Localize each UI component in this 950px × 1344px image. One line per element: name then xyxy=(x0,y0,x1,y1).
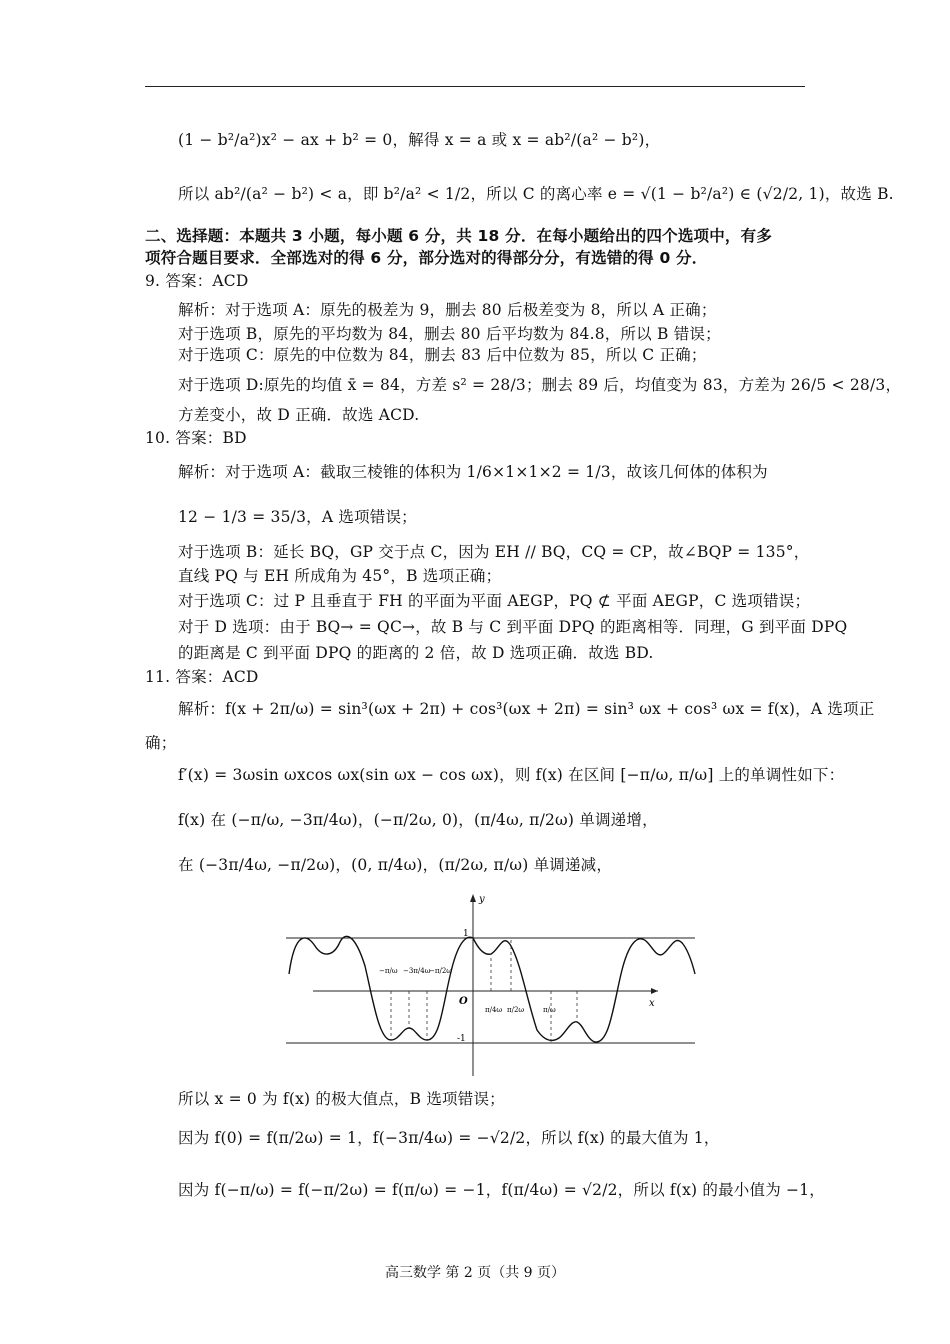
q11-line: 确； xyxy=(145,734,177,752)
function-curve xyxy=(289,936,695,1042)
tick-neg-one-label: -1 xyxy=(457,1034,466,1044)
section-heading-line-2: 项符合题目要求．全部选对的得 6 分，部分选对的得部分分，有选错的得 0 分． xyxy=(145,249,708,267)
q10-line: 12 − 1/3 = 35/3，A 选项错误； xyxy=(178,508,417,526)
neg-tick-label: −π/ω xyxy=(379,967,398,975)
header-rule xyxy=(145,86,805,87)
q10-line: 对于 D 选项：由于 BQ→ = QC→，故 B 与 C 到平面 DPQ 的距离相等．同理，G 到平面 DPQ xyxy=(178,618,848,636)
q11-line: 解析：f(x + 2π/ω) = sin³(ωx + 2π) + cos³(ωx + 2π) = sin³ ωx + cos³ ωx = f(x)，A 选项正 xyxy=(178,700,875,718)
page-footer: 高三数学 第 2 页（共 9 页） xyxy=(384,1265,566,1281)
q10-line: 解析：对于选项 A：截取三棱锥的体积为 1/6×1×1×2 = 1/3，故该几何体的体积为 xyxy=(178,463,768,481)
pos-tick-label: π/2ω xyxy=(507,1006,525,1014)
q11-line: f′(x) = 3ωsin ωxcos ωx(sin ωx − cos ωx)，则 f(x) 在区间 [−π/ω, π/ω] 上的单调性如下： xyxy=(178,766,845,784)
neg-tick-label: −3π/4ω xyxy=(403,967,431,975)
q11-line: 因为 f(0) = f(π/2ω) = 1，f(−3π/4ω) = −√2/2，所以 f(x) 的最大值为 1， xyxy=(178,1129,720,1147)
q10-answer: 10. 答案：BD xyxy=(145,429,247,447)
function-graph-svg xyxy=(283,890,703,1076)
function-graph xyxy=(283,890,703,1076)
pos-tick-label: π/4ω xyxy=(485,1006,503,1014)
q11-line: 因为 f(−π/ω) = f(−π/2ω) = f(π/ω) = −1，f(π/4ω) = √2/2，所以 f(x) 的最小值为 −1， xyxy=(178,1181,825,1199)
x-axis-label: x xyxy=(649,998,655,1009)
q9-line: 对于选项 D:原先的均值 x̄ = 84，方差 s² = 28/3；删去 89 后，均值变为 83，方差为 26/5 < 28/3， xyxy=(178,376,902,394)
q11-line: 在 (−3π/4ω, −π/2ω)，(0, π/4ω)，(π/2ω, π/ω) 单调递减， xyxy=(178,856,613,874)
prev-solution-line-2: 所以 ab²/(a² − b²) < a，即 b²/a² < 1/2，所以 C 的离心率 e = √(1 − b²/a²) ∈ (√2/2, 1)，故选 B. xyxy=(178,185,894,203)
pi-tick-label: π/ω xyxy=(543,1006,556,1014)
q11-answer: 11. 答案：ACD xyxy=(145,668,259,686)
q11-line: 所以 x = 0 为 f(x) 的极大值点，B 选项错误； xyxy=(178,1090,505,1108)
prev-solution-line-1: (1 − b²/a²)x² − ax + b² = 0，解得 x = a 或 x = ab²/(a² − b²)， xyxy=(178,131,661,149)
q9-line: 方差变小，故 D 正确．故选 ACD. xyxy=(178,406,420,424)
q9-line: 对于选项 B，原先的平均数为 84，删去 80 后平均数为 84.8，所以 B 错误； xyxy=(178,325,721,343)
q11-line: f(x) 在 (−π/ω, −3π/4ω)，(−π/2ω, 0)，(π/4ω, π/2ω) 单调递增， xyxy=(178,811,658,829)
q10-line: 直线 PQ 与 EH 所成角为 45°，B 选项正确； xyxy=(178,567,502,585)
q10-line: 对于选项 C：过 P 且垂直于 FH 的平面为平面 AEGP，PQ ⊄ 平面 AEGP，C 选项错误； xyxy=(178,592,811,610)
q9-line: 解析：对于选项 A：原先的极差为 9，删去 80 后极差变为 8，所以 A 正确； xyxy=(178,301,717,319)
q10-line: 对于选项 B：延长 BQ，GP 交于点 C，因为 EH // BQ，CQ = CP，故∠BQP = 135°， xyxy=(178,543,810,561)
q9-line: 对于选项 C：原先的中位数为 84，删去 83 后中位数为 85，所以 C 正确； xyxy=(178,346,707,364)
y-axis-arrow xyxy=(470,894,476,902)
tick-one-label: 1 xyxy=(463,929,469,939)
section-heading-line-1: 二、选择题：本题共 3 小题，每小题 6 分，共 18 分．在每小题给出的四个选项中，有多 xyxy=(145,227,773,245)
y-axis-label: y xyxy=(479,894,485,905)
neg-tick-label: −π/2ω xyxy=(429,967,452,975)
x-axis-arrow xyxy=(651,988,658,994)
q9-answer: 9. 答案：ACD xyxy=(145,272,249,290)
q10-line: 的距离是 C 到平面 DPQ 的距离的 2 倍，故 D 选项正确．故选 BD. xyxy=(178,644,654,662)
origin-label: O xyxy=(459,996,468,1007)
